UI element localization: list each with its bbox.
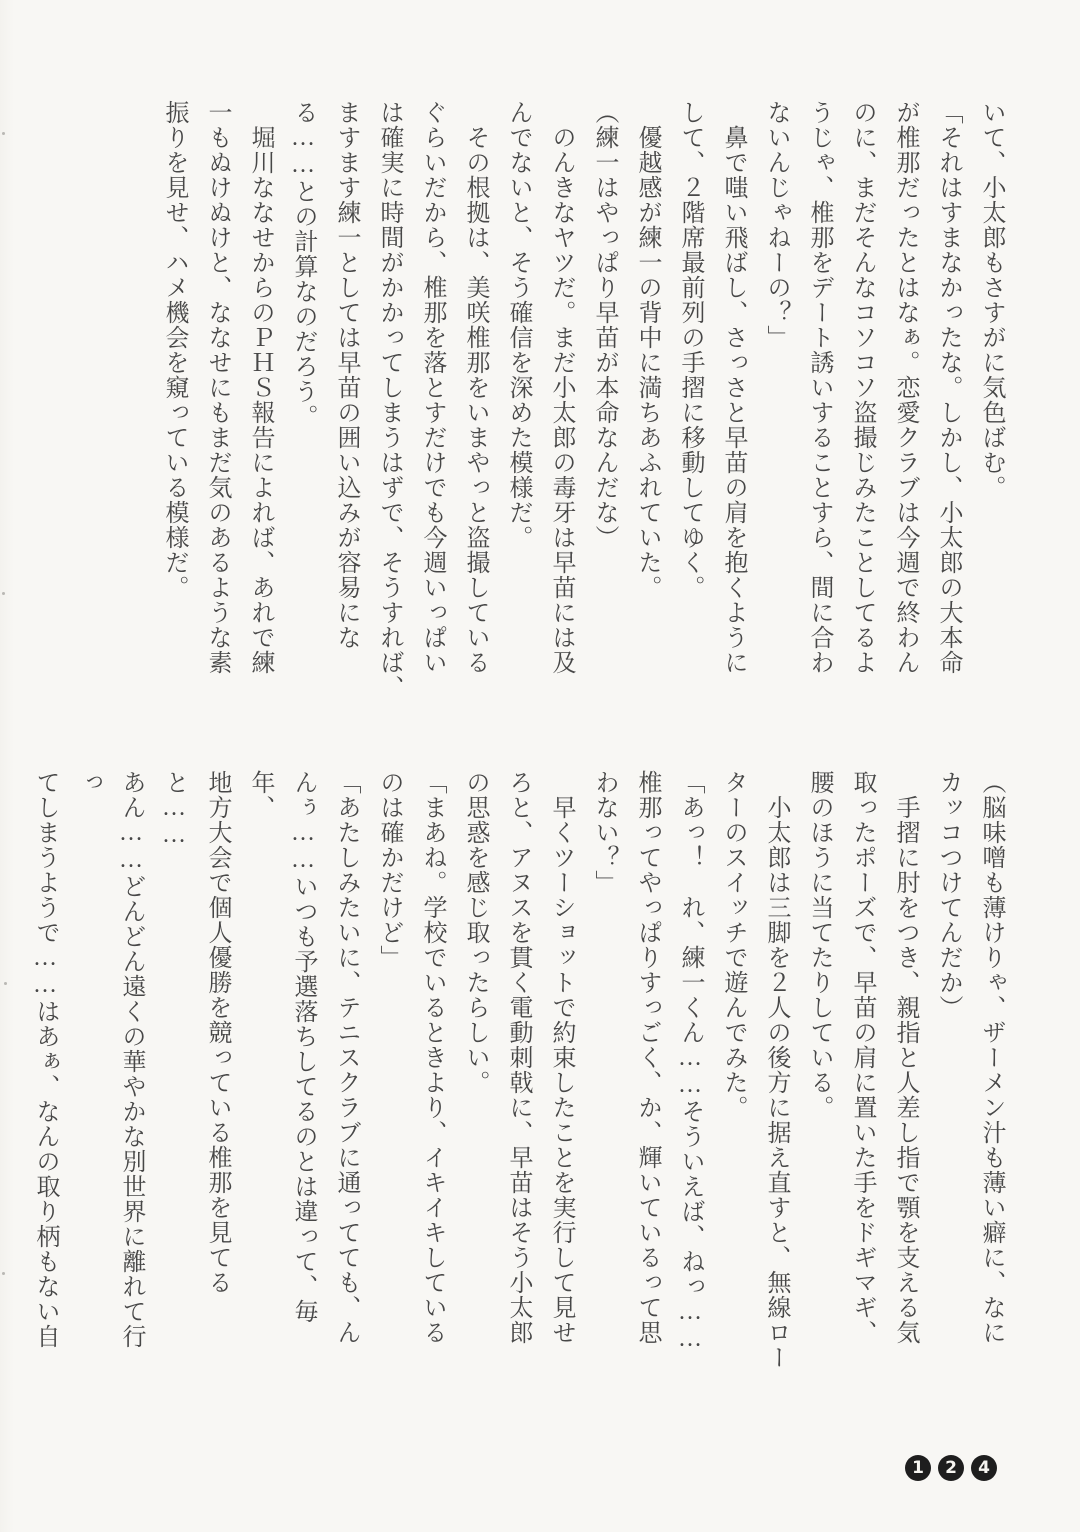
text-column: が椎那だったとはなぁ。恋愛クラブは今週で終わん [892, 100, 918, 675]
text-column: は確実に時間がかかってしまうはずで、そうすれば、 [376, 100, 402, 700]
text-column: カッコつけてんだか） [935, 770, 961, 1020]
text-column: ターのスイッチで遊んでみた。 [720, 770, 746, 1120]
text-column: のに、まだそんなコソコソ盗撮じみたことしてるよ [849, 100, 875, 675]
scan-artifact [2, 592, 5, 595]
page-number-digit: 1 [905, 1455, 931, 1481]
text-column: 椎那ってやっぱりすっごく、か、輝いているって思 [634, 770, 660, 1345]
scan-artifact [4, 982, 7, 985]
text-column: てしまうようで……はあぁ、なんの取り柄もない自 [32, 770, 58, 1349]
text-column: その根拠は、美咲椎那をいまやっと盗撮している [462, 100, 488, 675]
page-number-digit: 4 [971, 1455, 997, 1481]
bottom-text-block [32, 770, 1012, 1370]
text-column: 早くツーショットで約束したことを実行して見せ [548, 770, 574, 1345]
text-column: ぐらいだから、椎那を落とすだけでも今週いっぱい [419, 100, 445, 675]
text-column: 鼻で嗤い飛ばし、さっさと早苗の肩を抱くように [720, 100, 746, 675]
top-text-block [152, 100, 1012, 700]
text-column: 地方大会で個人優勝を競っている椎那を見てると…… [161, 770, 230, 1295]
text-column: る……との計算なのだろう。 [290, 100, 316, 429]
text-column: 一もぬけぬけと、ななせにもまだ気のあるような素 [204, 100, 230, 675]
text-column: あん……どんどん遠くの華やかな別世界に離れて行っ [75, 770, 144, 1349]
text-column: 「あたしみたいに、テニスクラブに通ってても、ん [333, 770, 359, 1345]
text-column: 堀川ななせからのＰＨＳ報告によれば、あれで練 [247, 100, 273, 675]
text-column: 優越感が練一の背中に満ちあふれていた。 [634, 100, 660, 600]
text-column: 取ったポーズで、早苗の肩に置いた手をドギマギ、 [849, 770, 875, 1345]
text-column: いて、小太郎もさすがに気色ばむ。 [978, 100, 1004, 500]
text-column: んぅ……いつも予選落ちしてるのとは違って、毎年、 [247, 770, 316, 1324]
text-column: の思惑を感じ取ったらしい。 [462, 770, 488, 1095]
text-column: 「それはすまなかったな。しかし、小太郎の大本命 [935, 100, 961, 675]
text-column: 振りを見せ、ハメ機会を窺っている模様だ。 [161, 100, 187, 600]
text-column: 「あっ！ れ、練一くん……そういえば、ねっ…… [677, 770, 703, 1353]
scan-artifact [2, 132, 5, 135]
text-column: のんきなヤツだ。まだ小太郎の毒牙は早苗には及 [548, 100, 574, 675]
text-column: 腰のほうに当てたりしている。 [806, 770, 832, 1120]
text-column: ますます練一としては早苗の囲い込みが容易にな [333, 100, 359, 650]
text-column: （脳味噌も薄けりゃ、ザーメン汁も薄い癖に、なに [978, 770, 1004, 1345]
text-column: うじゃ、椎那をデート誘いすることすら、間に合わ [806, 100, 832, 675]
page-number-digit: 2 [938, 1455, 964, 1481]
text-column: んでないと、そう確信を深めた模様だ。 [505, 100, 531, 550]
text-column: ないんじゃねーの？」 [763, 100, 789, 350]
text-column: 小太郎は三脚を２人の後方に据え直すと、無線ロー [763, 770, 789, 1370]
scan-artifact [2, 1272, 5, 1275]
text-column: 「まあね。学校でいるときより、イキイキしている [419, 770, 445, 1345]
text-column: ろと、アヌスを貫く電動刺戟に、早苗はそう小太郎 [505, 770, 531, 1345]
text-column: 手摺に肘をつき、親指と人差し指で顎を支える気 [892, 770, 918, 1345]
text-column: のは確かだけど」 [376, 770, 402, 970]
text-column: して、２階席最前列の手摺に移動してゆく。 [677, 100, 703, 600]
text-column: わない？」 [591, 770, 617, 895]
page-number [905, 1455, 997, 1481]
text-column: （練一はやっぱり早苗が本命なんだな） [591, 100, 617, 550]
